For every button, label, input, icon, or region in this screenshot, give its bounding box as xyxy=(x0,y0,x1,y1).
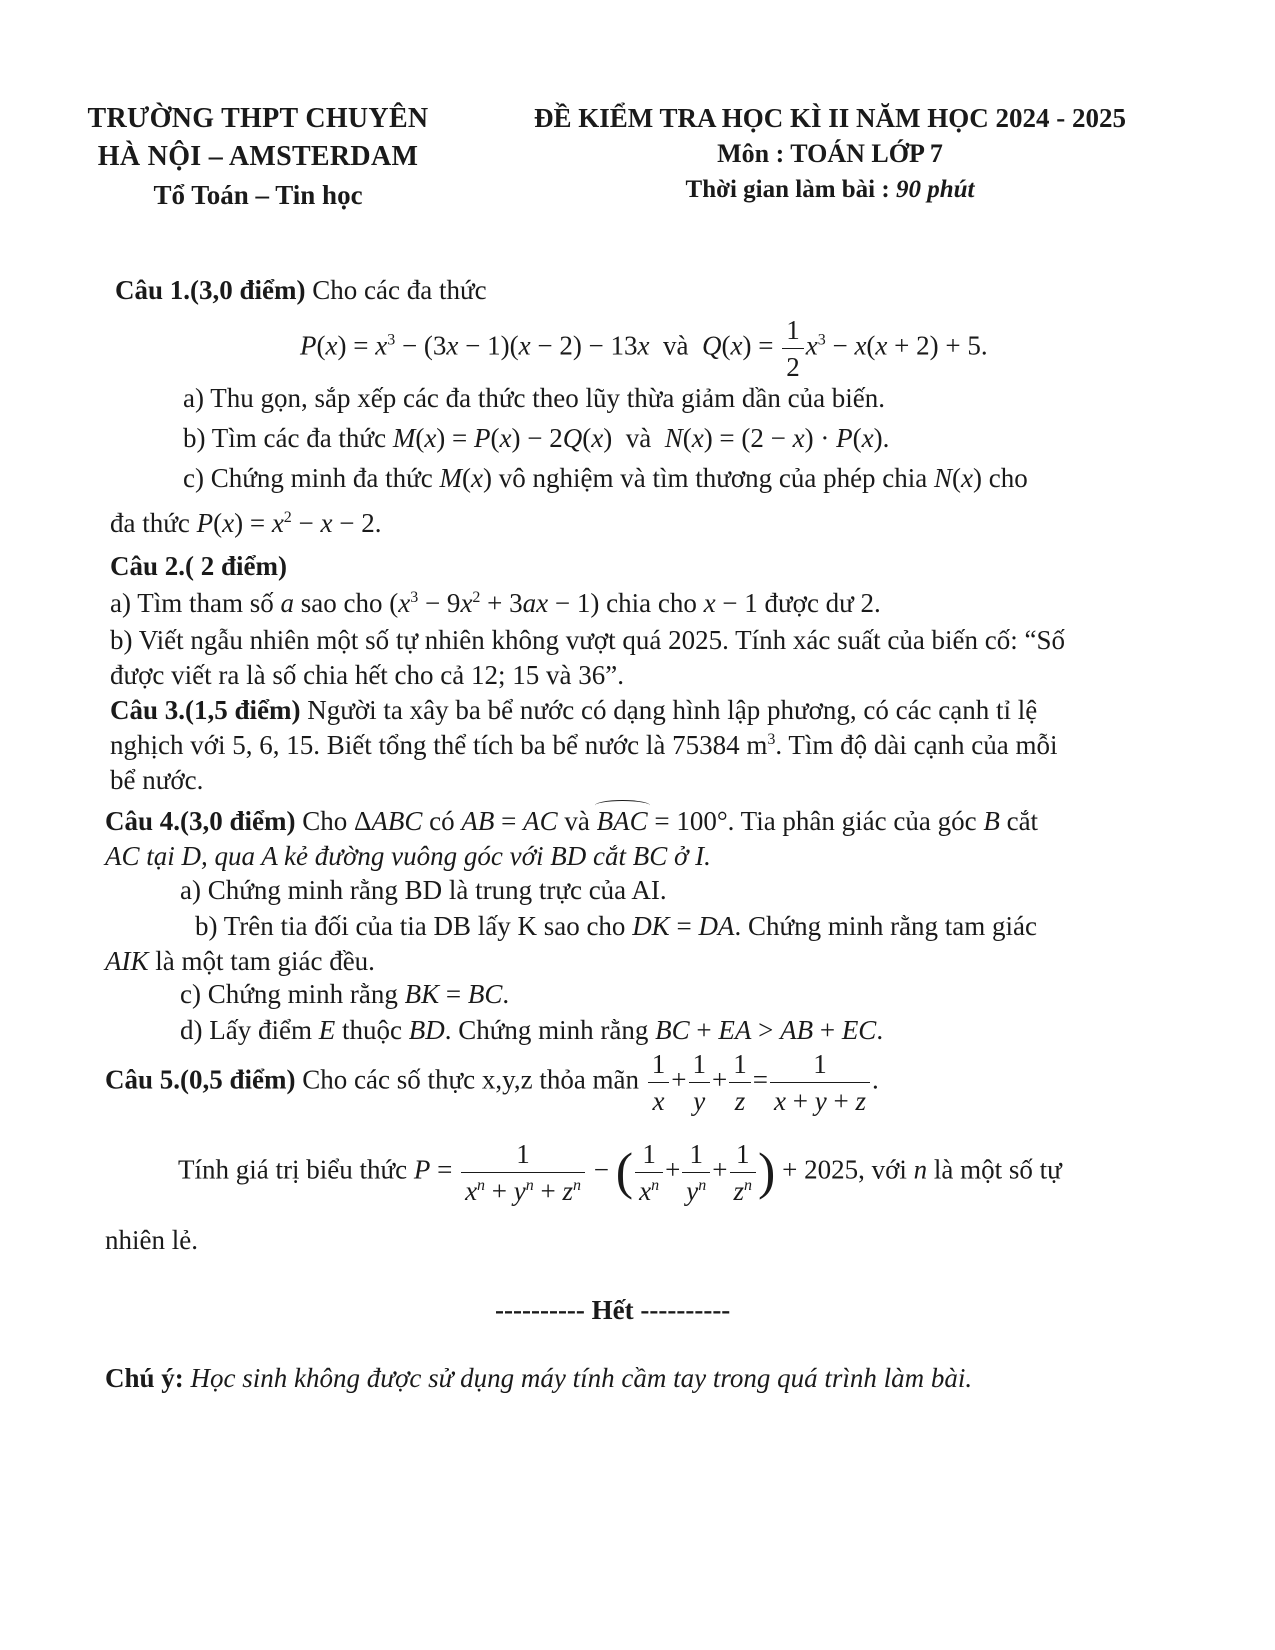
q4-part-d: d) Lấy điểm E thuộc BD. Chứng minh rằng BC + EA > AB + EC. xyxy=(180,1015,884,1045)
q1-heading: Câu 1.(3,0 điểm) Cho các đa thức xyxy=(115,275,487,305)
exam-subject: Môn : TOÁN LỚP 7 xyxy=(717,139,943,168)
school-name-line1: TRƯỜNG THPT CHUYÊN xyxy=(87,103,429,134)
exam-time-value: 90 phút xyxy=(895,176,975,203)
q3-line1: Câu 3.(1,5 điểm) Người ta xây ba bể nước có dạng hình lập phương, có các cạnh tỉ lệ xyxy=(110,695,1038,725)
q4-part-b-cont: AIK là một tam giác đều. xyxy=(105,946,375,976)
end-marker: ---------- Hết ---------- xyxy=(495,1295,731,1325)
q4-part-a: a) Chứng minh rằng BD là trung trực của AI. xyxy=(180,875,667,905)
q2-part-a: a) Tìm tham số a sao cho $(x^3 - 9x^2 + 3ax - 1)$ chia cho x − 1 được dư 2. xyxy=(110,588,881,618)
note-label: Chú ý: xyxy=(105,1363,184,1393)
q4-line1: Câu 4.(3,0 điểm) Cho ΔABC có AB = AC và BAC = 100°. Tia phân giác của góc B cắt xyxy=(105,803,1038,839)
exam-time: Thời gian làm bài : 90 phút xyxy=(685,176,975,203)
department-name: Tổ Toán – Tin học xyxy=(153,180,363,210)
q5-line2: Tính giá trị biểu thức P = $\frac{1}{x^n + y^n + z^n}$ − ( $\frac{1}{x^n}$ + $\frac{1}{y^n}$ + $\frac{1}{z^n}$ ) + 2025, với n là một số tự xyxy=(178,1136,1062,1209)
q4-part-b: b) Trên tia đối của tia DB lấy K sao cho DK = DA. Chứng minh rằng tam giác xyxy=(195,911,1038,941)
q2-title: Câu 2.( 2 điểm) xyxy=(110,551,287,581)
q4-part-c: c) Chứng minh rằng BK = BC. xyxy=(180,979,510,1009)
q1-part-a: a) Thu gọn, sắp xếp các đa thức theo lũy thừa giảm dần của biến. xyxy=(183,383,886,413)
q4-line2: AC tại D, qua A kẻ đường vuông góc với BD cắt BC ở I. xyxy=(105,841,711,871)
q3-line2: nghịch với 5, 6, 15. Biết tổng thể tích ba bể nước là 75384 $m^3$. Tìm độ dài cạnh của mỗi xyxy=(110,730,1058,760)
school-header xyxy=(78,100,438,214)
q5-line3: nhiên lẻ. xyxy=(105,1225,198,1255)
note xyxy=(105,1360,972,1396)
q2-part-b-line2: được viết ra là số chia hết cho cả 12; 15 và 36”. xyxy=(110,660,624,690)
q5-title: Câu 5.(0,5 điểm) xyxy=(105,1064,296,1095)
q4-title: Câu 4.(3,0 điểm) xyxy=(105,806,296,836)
q5-line1: Câu 5.(0,5 điểm) Cho các số thực x,y,z thỏa mãn $\frac{1}{x}$ + $\frac{1}{y}$ + $\frac{1}{z}$ = $\frac{1}{x + y + z}$ . xyxy=(105,1046,879,1119)
q2-part-b-line1: b) Viết ngẫu nhiên một số tự nhiên không vượt quá 2025. Tính xác suất của biến cố: “Số xyxy=(110,625,1066,655)
exam-title: ĐỀ KIỂM TRA HỌC KÌ II NĂM HỌC 2024 - 2025 xyxy=(533,103,1127,133)
q1-formula: $P(x) = x^3 - (3x - 1)(x - 2) - 13x$ và Q(x) = $\frac{1}{2}$ $x^3 - x(x + 2) + 5$. xyxy=(300,312,988,385)
q1-part-c: c) Chứng minh đa thức M(x) vô nghiệm và tìm thương của phép chia N(x) cho xyxy=(183,463,1028,493)
q3-line3: bể nước. xyxy=(110,765,204,795)
q1-part-b: b) Tìm các đa thức M(x) = P(x) − 2Q(x) và N(x) = (2 − x) · P(x). xyxy=(183,423,890,453)
q3-title: Câu 3.(1,5 điểm) xyxy=(110,695,301,725)
exam-header xyxy=(500,100,1160,208)
q1-title: Câu 1.(3,0 điểm) xyxy=(115,275,306,305)
q1-part-c-cont: đa thức $P(x) = x^2 - x - 2$. xyxy=(110,508,382,538)
note-text: Học sinh không được sử dụng máy tính cầm tay trong quá trình làm bài. xyxy=(183,1363,973,1393)
school-name-line2: HÀ NỘI – AMSTERDAM xyxy=(97,141,419,172)
